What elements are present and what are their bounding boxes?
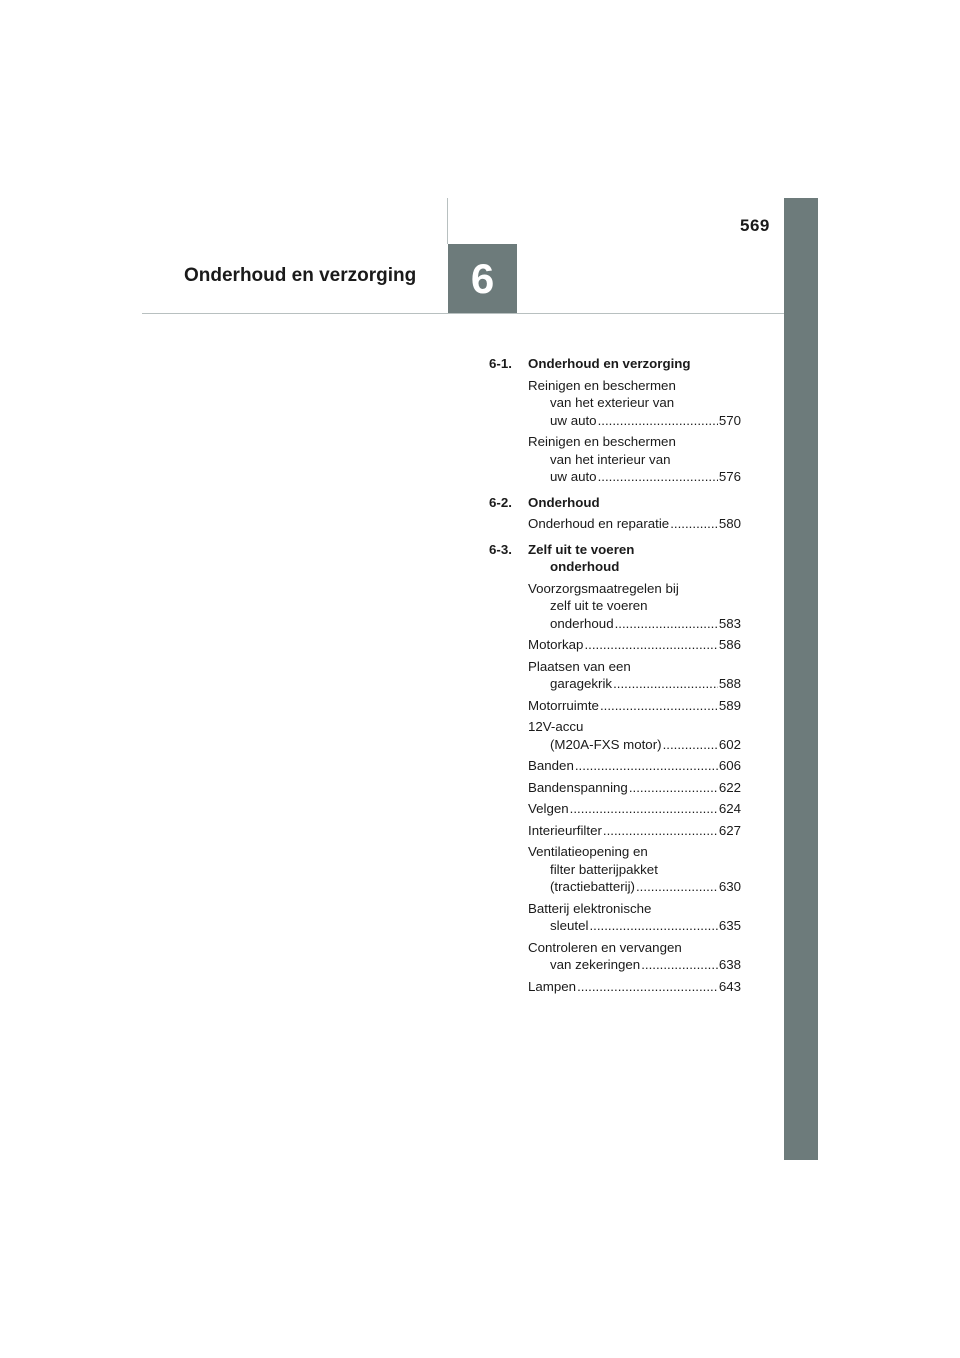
toc-entry[interactable] — [528, 658, 741, 693]
toc-entry[interactable] — [528, 900, 741, 935]
toc-entry-page: 630 — [718, 879, 741, 894]
toc-entry-text: Reinigen en beschermen — [528, 434, 676, 449]
toc-leader-dots — [598, 412, 718, 430]
toc-entry-text: Controleren en vervangen — [528, 939, 682, 955]
toc-entry-text: Bandenspanning — [528, 779, 628, 795]
toc-section — [489, 541, 741, 996]
toc-leader-dots — [575, 757, 718, 775]
toc-leader-dots — [600, 697, 718, 715]
toc-entry-text: Lampen — [528, 978, 577, 994]
toc-entry-text: van zekeringen — [550, 957, 641, 972]
toc-entry-page: 643 — [718, 978, 741, 994]
toc-leader-dots — [636, 878, 718, 896]
toc-leader-dots — [670, 515, 718, 533]
toc-entry-text: Banden — [528, 758, 574, 773]
toc-entry-text: van het exterieur van — [550, 395, 675, 410]
toc-entry-page: 638 — [718, 957, 741, 972]
toc-entry[interactable] — [528, 822, 741, 840]
toc-entry-text: Onderhoud en reparatie — [528, 516, 670, 531]
toc-section-number: 6-2. — [489, 494, 512, 510]
toc-entry-text: uw auto — [550, 469, 597, 484]
toc-entry-text: zelf uit te voeren — [550, 598, 648, 613]
toc-entry-text: garagekrik — [550, 676, 613, 691]
toc-entry-text: filter batterijpakket — [550, 861, 658, 877]
toc-leader-dots — [570, 800, 718, 818]
toc-section — [489, 494, 741, 533]
toc-entry-text: Voorzorgsmaatregelen bij — [528, 580, 679, 596]
toc-entry-text: Ventilatieopening en — [528, 844, 648, 859]
toc-entry-page: 576 — [718, 469, 741, 484]
toc-leader-dots — [598, 468, 718, 486]
toc-entry-text: (tractiebatterij) — [550, 879, 635, 894]
toc-section-number: 6-1. — [489, 356, 512, 371]
toc-entry-text: Motorruimte — [528, 697, 599, 713]
toc-entry-page: 622 — [718, 779, 741, 795]
toc-entry-text: Motorkap — [528, 637, 584, 652]
toc-entry[interactable] — [528, 433, 741, 486]
toc-entry-page: 606 — [718, 758, 741, 773]
toc-entry-text: Reinigen en beschermen — [528, 377, 676, 393]
page-number: 569 — [740, 216, 770, 235]
toc-entry-page: 627 — [718, 822, 741, 838]
toc-entry[interactable] — [528, 978, 741, 996]
toc-leader-dots — [615, 615, 718, 633]
toc-entry-text: van het interieur van — [550, 451, 671, 467]
toc-leader-dots — [603, 822, 718, 840]
toc-entry-text: 12V-accu — [528, 719, 584, 734]
toc-entry-text: onderhoud — [550, 615, 614, 631]
toc-entry-page: 580 — [718, 516, 741, 531]
toc-leader-dots — [663, 736, 718, 754]
toc-section-title: Zelf uit te voeren onderhoud — [528, 541, 635, 574]
toc-entry[interactable] — [528, 843, 741, 896]
toc-leader-dots — [641, 956, 718, 974]
chapter-side-tab — [784, 198, 818, 1160]
toc-entry-page: 588 — [718, 676, 741, 691]
toc-entry-page: 583 — [718, 615, 741, 631]
toc-entry[interactable] — [528, 697, 741, 715]
toc-entry[interactable] — [528, 515, 741, 533]
toc-entry-text: Plaatsen van een — [528, 658, 631, 674]
chapter-number-box: 6 — [448, 244, 517, 313]
toc-entry[interactable] — [528, 718, 741, 753]
toc-section-number: 6-3. — [489, 541, 512, 557]
toc-leader-dots — [613, 675, 718, 693]
table-of-contents — [489, 355, 741, 1003]
toc-entry-page: 589 — [718, 697, 741, 713]
toc-entry[interactable] — [528, 757, 741, 775]
chapter-title: Onderhoud en verzorging — [184, 265, 417, 286]
toc-leader-dots — [584, 636, 717, 654]
toc-entry[interactable] — [528, 939, 741, 974]
toc-entry-text: (M20A-FXS motor) — [550, 736, 662, 752]
toc-section-title: Onderhoud en verzorging — [528, 356, 691, 371]
toc-entry[interactable] — [528, 800, 741, 818]
toc-entry-text: Batterij elektronische — [528, 900, 652, 916]
toc-entry[interactable] — [528, 377, 741, 430]
toc-entry-text: Interieurfilter — [528, 822, 602, 838]
toc-entry-page: 570 — [718, 412, 741, 428]
toc-entry-page: 635 — [718, 918, 741, 933]
toc-section-title: Onderhoud — [528, 494, 600, 510]
header-horizontal-rule — [142, 313, 784, 314]
toc-entry-page: 602 — [718, 736, 741, 752]
toc-entry-text: Velgen — [528, 801, 569, 816]
toc-entry-page: 624 — [718, 801, 741, 816]
toc-entry-text: uw auto — [550, 412, 597, 428]
toc-entry[interactable] — [528, 779, 741, 797]
header-vertical-rule — [447, 198, 448, 244]
toc-section — [489, 355, 741, 486]
toc-entry-text: sleutel — [550, 918, 589, 933]
toc-entry[interactable] — [528, 636, 741, 654]
toc-entry-page: 586 — [718, 637, 741, 652]
toc-leader-dots — [589, 917, 717, 935]
toc-entry[interactable] — [528, 580, 741, 633]
toc-leader-dots — [577, 978, 718, 996]
toc-leader-dots — [629, 779, 718, 797]
